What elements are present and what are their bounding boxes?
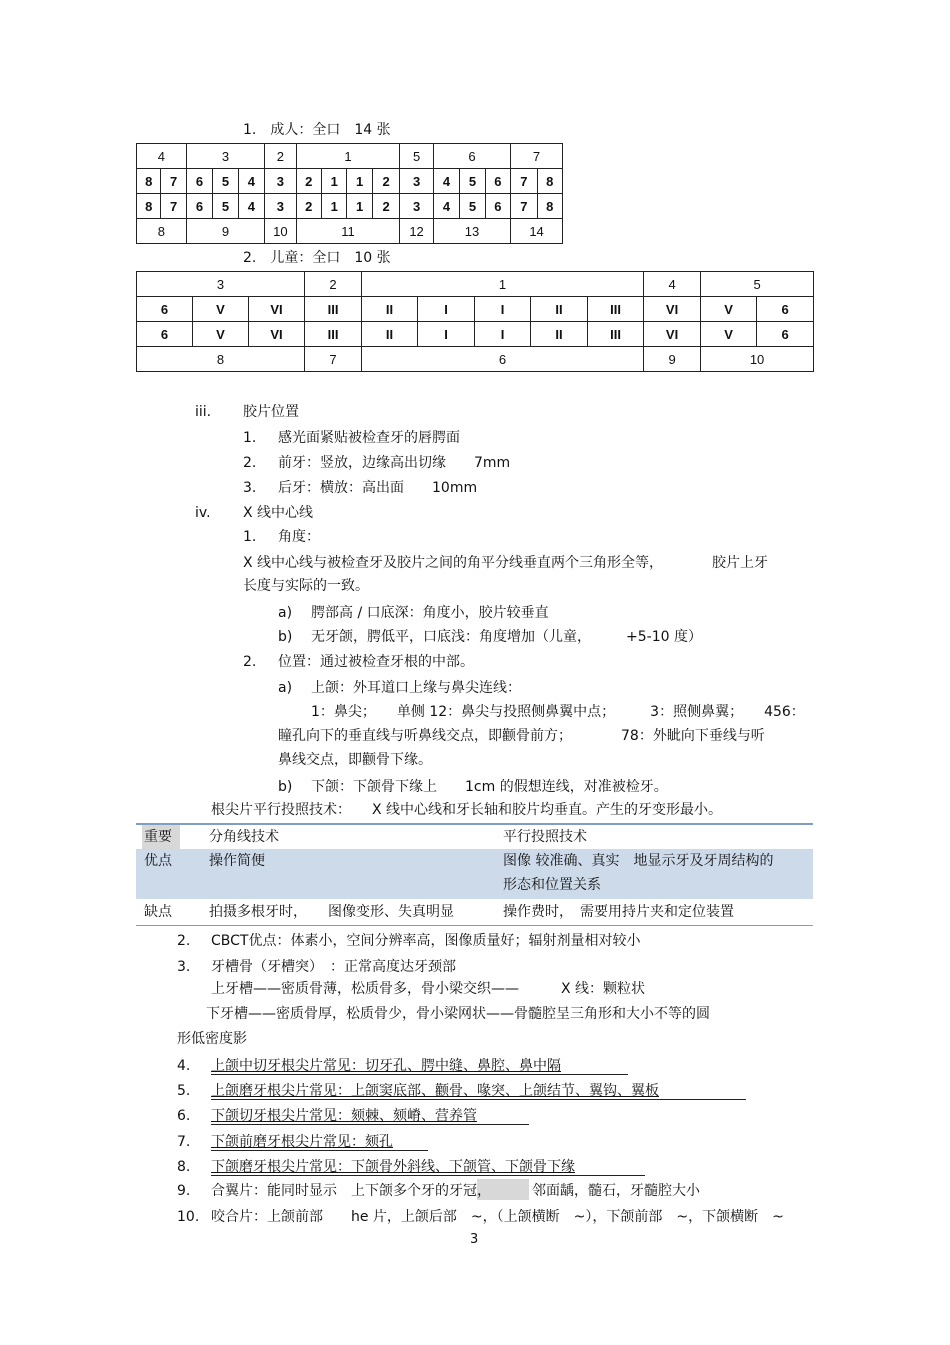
adult-top-group: 2 (265, 144, 297, 169)
tooth-cell: 6 (485, 194, 510, 219)
table-row-label: 优点 (144, 853, 172, 869)
adult-bottom-group: 8 (137, 219, 187, 244)
tooth-cell: 8 (537, 194, 562, 219)
list-text: 前牙：竖放，边缘高出切缘 7mm (278, 455, 511, 471)
table-cell: 图像 较准确、真实 地显示牙及牙周结构的 (503, 853, 774, 869)
underline-rule (211, 1175, 645, 1176)
tooth-cell: 3 (265, 169, 297, 194)
sub-marker: b) (278, 779, 293, 795)
table-header-cell: 重要 (142, 825, 180, 849)
adult-top-group: 6 (433, 144, 510, 169)
tooth-cell: 8 (137, 194, 161, 219)
tooth-cell: III (305, 322, 362, 347)
child-top-group: 1 (362, 272, 644, 297)
sub-marker: a) (278, 680, 293, 696)
adult-bottom-group: 13 (433, 219, 510, 244)
tooth-cell: II (362, 297, 418, 322)
underlined-text: 下颌前磨牙根尖片常见：颏孔 (211, 1134, 393, 1150)
child-bottom-group: 8 (137, 347, 305, 372)
table-cell: 拍摄多根牙时， 图像变形、失真明显 (209, 904, 454, 920)
tooth-cell: 2 (296, 169, 321, 194)
child-bottom-group: 7 (305, 347, 362, 372)
tooth-cell: V (193, 322, 249, 347)
tooth-cell: 1 (322, 194, 347, 219)
tooth-cell: 7 (511, 194, 537, 219)
list-text: 咬合片：上颌前部 he 片，上颌后部 ~，（上颌横断 ~），下颌前部 ~，下颌横断 ~ (211, 1209, 784, 1225)
tooth-cell: VI (249, 297, 305, 322)
tooth-cell: 7 (161, 194, 186, 219)
child-heading: 2. 儿童：全口 10 张 (243, 250, 391, 266)
tooth-cell: 6 (137, 297, 193, 322)
paragraph-line: 形低密度影 (177, 1031, 247, 1047)
tooth-cell: 3 (265, 194, 297, 219)
list-text: 感光面紧贴被检查牙的唇腭面 (278, 430, 460, 446)
tooth-cell: 1 (347, 194, 372, 219)
table-bottom-rule (136, 925, 813, 926)
list-text: 牙槽骨（牙槽突） ：正常高度达牙颈部 (211, 959, 456, 975)
child-top-group: 4 (644, 272, 701, 297)
tooth-cell: V (701, 297, 757, 322)
sub-text: 下颌：下颌骨下缘上 1cm 的假想连线，对准被检牙。 (311, 779, 668, 795)
tooth-cell: II (362, 322, 418, 347)
sub-text: 腭部高 / 口底深：角度小，胶片较垂直 (311, 605, 549, 621)
tooth-cell: 2 (296, 194, 321, 219)
list-number: 3. (243, 480, 257, 496)
paragraph-line: 下牙槽——密质骨厚，松质骨少，骨小梁网状——骨髓腔呈三角形和大小不等的圆 (206, 1006, 710, 1022)
section-number: iv. (195, 505, 211, 521)
tooth-cell: III (588, 322, 644, 347)
tooth-cell: 5 (460, 194, 485, 219)
table-row-pros (136, 849, 813, 899)
tooth-cell: VI (644, 297, 701, 322)
paragraph-line: 鼻线交点，即颧骨下缘。 (278, 752, 432, 768)
adult-heading: 1. 成人：全口 14 张 (243, 122, 391, 138)
list-number: 3. (177, 959, 191, 975)
table-header-cell: 分角线技术 (209, 829, 279, 845)
tooth-cell: V (193, 297, 249, 322)
adult-teeth-table (136, 143, 563, 244)
tooth-cell: II (531, 322, 588, 347)
child-top-group: 2 (305, 272, 362, 297)
tooth-cell: VI (249, 322, 305, 347)
list-text: 角度： (278, 529, 320, 545)
tooth-cell: 7 (511, 169, 537, 194)
child-teeth-table (136, 271, 814, 372)
tooth-cell: 4 (433, 194, 459, 219)
underline-rule (211, 1074, 628, 1075)
tooth-cell: 6 (757, 322, 814, 347)
adult-bottom-group: 11 (296, 219, 400, 244)
tooth-cell: 2 (372, 194, 399, 219)
tooth-cell: V (701, 322, 757, 347)
comparison-table (136, 823, 813, 927)
tooth-cell: 1 (322, 169, 347, 194)
child-top-group: 5 (701, 272, 814, 297)
list-number: 2. (177, 933, 191, 949)
tooth-cell: 1 (347, 169, 372, 194)
list-text: 邻面龋，髓石，牙髓腔大小 (532, 1183, 700, 1199)
adult-top-group: 3 (186, 144, 264, 169)
list-text: 合翼片：能同时显示 上下颌多个牙的牙冠， (211, 1183, 491, 1199)
list-number: 1. (243, 430, 257, 446)
tooth-cell: 7 (161, 169, 186, 194)
table-header-cell: 平行投照技术 (503, 829, 587, 845)
adult-bottom-group: 10 (265, 219, 297, 244)
paragraph-line: 长度与实际的一致。 (243, 578, 369, 594)
tooth-cell: 6 (485, 169, 510, 194)
list-text: CBCT优点：体素小，空间分辨率高，图像质量好；辐射剂量相对较小 (211, 933, 641, 949)
underline-rule (211, 1099, 746, 1100)
section-number: iii. (195, 404, 212, 420)
tooth-cell: 4 (238, 194, 264, 219)
sub-marker: a) (278, 605, 293, 621)
tooth-cell: 2 (372, 169, 399, 194)
underlined-text: 上颌磨牙根尖片常见：上颌窦底部、颧骨、喙突、上颌结节、翼钩、翼板 (211, 1083, 659, 1099)
sub-text: 上颌：外耳道口上缘与鼻尖连线： (311, 680, 521, 696)
child-bottom-group: 6 (362, 347, 644, 372)
table-row-label: 缺点 (144, 904, 172, 920)
sub-text: 无牙颌，腭低平，口底浅：角度增加（儿童， +5-10 度） (311, 629, 702, 645)
underlined-text: 下颌磨牙根尖片常见：下颌骨外斜线、下颌管、下颌骨下缘 (211, 1159, 575, 1175)
paragraph-line: X 线中心线与被检查牙及胶片之间的角平分线垂直两个三角形全等， 胶片上牙 (243, 555, 769, 571)
parallel-technique-line: 根尖片平行投照技术： X 线中心线和牙长轴和胶片均垂直。产生的牙变形最小。 (211, 802, 723, 818)
tooth-cell: VI (644, 322, 701, 347)
tooth-cell: I (475, 322, 531, 347)
adult-top-group: 4 (137, 144, 187, 169)
adult-bottom-group: 14 (511, 219, 563, 244)
table-cell: 操作简便 (209, 853, 265, 869)
adult-bottom-group: 12 (400, 219, 434, 244)
tooth-cell: I (418, 297, 475, 322)
list-text: 后牙：横放：高出面 10mm (278, 480, 478, 496)
underlined-text: 下颌切牙根尖片常见：颏棘、颏嵴、营养管 (211, 1108, 477, 1124)
tooth-cell: 8 (537, 169, 562, 194)
tooth-cell: 4 (433, 169, 459, 194)
section-title: X 线中心线 (243, 505, 314, 521)
list-text: 位置：通过被检查牙根的中部。 (278, 654, 474, 670)
tooth-cell: 6 (757, 297, 814, 322)
list-number: 4. (177, 1058, 191, 1074)
tooth-cell: 6 (186, 169, 212, 194)
adult-top-group: 1 (296, 144, 400, 169)
list-number: 10. (177, 1209, 200, 1225)
tooth-cell: II (531, 297, 588, 322)
tooth-cell: III (305, 297, 362, 322)
tooth-cell: 8 (137, 169, 161, 194)
list-number: 7. (177, 1134, 191, 1150)
tooth-cell: 5 (460, 169, 485, 194)
adult-top-group: 5 (400, 144, 434, 169)
child-bottom-group: 9 (644, 347, 701, 372)
underline-rule (211, 1124, 529, 1125)
tooth-cell: 5 (213, 194, 238, 219)
tooth-cell: 3 (400, 169, 434, 194)
child-bottom-group: 10 (701, 347, 814, 372)
paragraph-line: 1：鼻尖； 单侧 12：鼻尖与投照侧鼻翼中点； 3：照侧鼻翼； 456： (311, 704, 805, 720)
list-number: 5. (177, 1083, 191, 1099)
sub-marker: b) (278, 629, 293, 645)
list-number: 8. (177, 1159, 191, 1175)
list-number: 1. (243, 529, 257, 545)
tooth-cell: I (475, 297, 531, 322)
tooth-cell: I (418, 322, 475, 347)
adult-top-group: 7 (511, 144, 563, 169)
list-number: 2. (243, 455, 257, 471)
list-number: 6. (177, 1108, 191, 1124)
adult-bottom-group: 9 (186, 219, 264, 244)
table-cell: 操作费时， 需要用持片夹和定位装置 (503, 904, 734, 920)
list-number: 2. (243, 654, 257, 670)
table-row-cons (136, 900, 813, 924)
underlined-text: 上颌中切牙根尖片常见：切牙孔、腭中缝、鼻腔、鼻中隔 (211, 1058, 561, 1074)
tooth-cell: 3 (400, 194, 434, 219)
tooth-cell: 4 (238, 169, 264, 194)
table-header-row (136, 825, 813, 849)
child-top-group: 3 (137, 272, 305, 297)
tooth-cell: 6 (137, 322, 193, 347)
paragraph-line: 上牙槽——密质骨薄，松质骨多，骨小梁交织—— X 线：颗粒状 (211, 981, 646, 997)
table-cell: 形态和位置关系 (503, 877, 601, 893)
tooth-cell: III (588, 297, 644, 322)
paragraph-line: 瞳孔向下的垂直线与听鼻线交点，即颧骨前方； 78：外眦向下垂线与听 (278, 728, 765, 744)
section-title: 胶片位置 (243, 404, 299, 420)
underline-rule (211, 1150, 428, 1151)
tooth-cell: 6 (186, 194, 212, 219)
list-number: 9. (177, 1183, 191, 1199)
page-number: 3 (470, 1232, 479, 1247)
tooth-cell: 5 (213, 169, 238, 194)
